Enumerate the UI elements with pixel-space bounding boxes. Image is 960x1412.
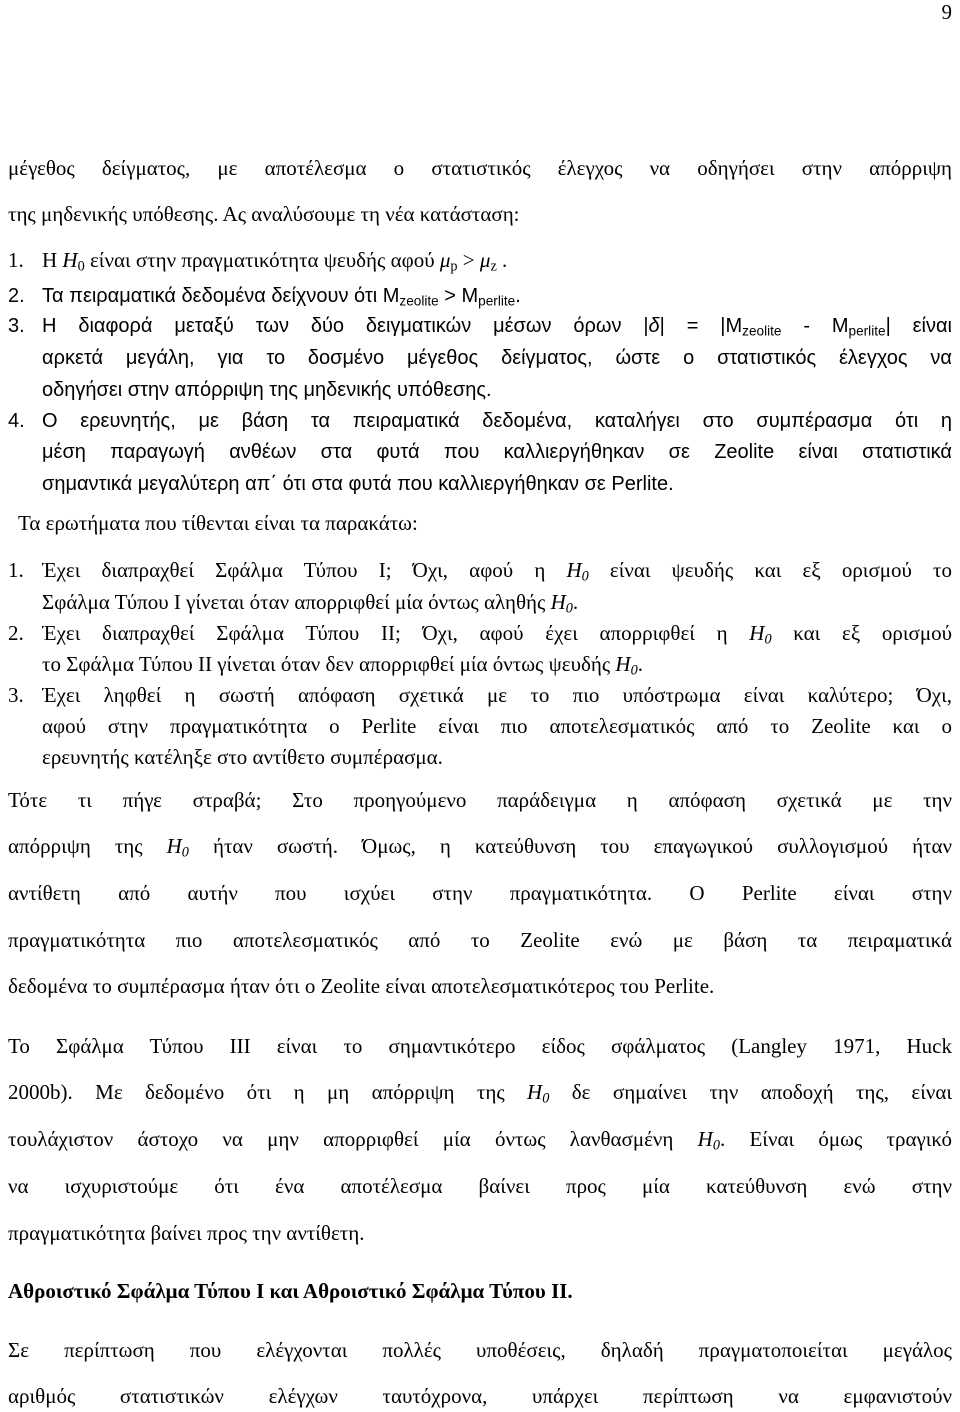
- list-item-number: 2.: [8, 285, 25, 307]
- subscript: zeolite: [742, 323, 782, 339]
- hypothesis-symbol: H: [527, 1080, 543, 1104]
- paragraph-line: της μηδενικής υπόθεσης. Ας αναλύσουμε τη νέα κατάσταση:: [8, 202, 520, 226]
- text-segment: .: [572, 590, 579, 614]
- text-segment: Τα πειραματικά δεδομένα δείχνουν ότι M: [42, 285, 400, 307]
- hypothesis-symbol: H: [615, 652, 631, 676]
- text-segment: Η: [42, 248, 63, 272]
- subscript: 0: [181, 844, 189, 860]
- list-item-line: [42, 588, 952, 616]
- paragraph-line: Το Σφάλμα Τύπου ΙΙΙ είναι το σημαντικότερο είδος σφάλματος (Langley 1971, Huck: [8, 1034, 952, 1058]
- list-item-number: 4.: [8, 410, 25, 432]
- text-segment: 2000b). Με δεδομένο ότι η μη απόρριψη της: [8, 1080, 528, 1104]
- subscript: 0: [630, 662, 638, 678]
- list-item-number: 3.: [8, 315, 25, 337]
- subscript: 0: [77, 258, 85, 274]
- paragraph-line: μέγεθος δείγματος, με αποτέλεσμα ο στατιστικός έλεγχος να οδηγήσει στην απόρριψη: [8, 156, 952, 180]
- paragraph-line: πραγματικότητα βαίνει προς την αντίθετη.: [8, 1221, 365, 1245]
- hypothesis-symbol: H: [550, 590, 566, 614]
- subscript: zeolite: [399, 293, 439, 309]
- text-segment: >: [457, 248, 480, 272]
- paragraph-line: [8, 1125, 952, 1153]
- text-segment: και εξ ορισμού: [771, 621, 952, 645]
- text-segment: το Σφάλμα Τύπου ΙΙ γίνεται όταν δεν απορριφθεί μία όντως ψευδής: [42, 652, 616, 676]
- text-segment: Σφάλμα Τύπου Ι γίνεται όταν απορριφθεί μία όντως αληθής: [42, 590, 551, 614]
- list-item-number: 2.: [8, 621, 24, 645]
- list-item-line: [42, 312, 952, 340]
- subscript: 0: [712, 1137, 720, 1153]
- text-segment: απόρριψη της: [8, 834, 167, 858]
- difference-symbol: δ: [648, 315, 660, 337]
- text-segment: | = |M: [659, 315, 743, 337]
- hypothesis-symbol: H: [166, 834, 182, 858]
- list-item-number: 1.: [8, 248, 24, 272]
- text-segment: Έχει διαπραχθεί Σφάλμα Τύπου ΙΙ; Όχι, αφού έχει απορριφθεί η: [42, 621, 750, 645]
- text-segment: Έχει διαπραχθεί Σφάλμα Τύπου Ι; Όχι, αφού η: [42, 558, 567, 582]
- text-segment: .: [515, 285, 521, 307]
- hypothesis-symbol: H: [566, 558, 582, 582]
- list-item-line: μέση παραγωγή ανθέων στα φυτά που καλλιεργήθηκαν σε Zeolite είναι στατιστικά: [42, 441, 952, 463]
- subscript: 0: [581, 568, 589, 584]
- paragraph-line: πραγματικότητα πιο αποτελεσματικός από το Zeolite ενώ με βάση τα πειραματικά: [8, 928, 952, 952]
- list-item-line: [42, 282, 952, 310]
- paragraph-line: [8, 1078, 952, 1106]
- mean-symbol: μ: [479, 248, 491, 272]
- text-segment: δε σημαίνει την αποδοχή της, είναι: [549, 1080, 952, 1104]
- paragraph-line: Τότε τι πήγε στραβά; Στο προηγούμενο παράδειγμα η απόφαση σχετικά με την: [8, 788, 952, 812]
- paragraph-line: αριθμός στατιστικών ελέγχων ταυτόχρονα, υπάρχει περίπτωση να εμφανιστούν: [8, 1384, 952, 1408]
- text-segment: τουλάχιστον άστοχο να μην απορριφθεί μία όντως λανθασμένη: [8, 1127, 698, 1151]
- subscript: p: [450, 258, 458, 274]
- text-segment: . Είναι όμως τραγικό: [719, 1127, 952, 1151]
- hypothesis-symbol: H: [697, 1127, 713, 1151]
- text-segment: ήταν σωστή. Όμως, η κατεύθυνση του επαγωγικού συλλογισμού ήταν: [188, 834, 952, 858]
- subscript: perlite: [478, 293, 516, 309]
- list-item-line: σημαντικά μεγαλύτερη απ΄ ότι στα φυτά που καλλιεργήθηκαν σε Perlite.: [42, 473, 674, 495]
- list-item-line: [42, 619, 952, 647]
- text-segment: Η διαφορά μεταξύ των δύο δειγματικών μέσων όρων |: [42, 315, 649, 337]
- text-segment: είναι στην πραγματικότητα ψευδής αφού: [84, 248, 440, 272]
- mean-symbol: μ: [439, 248, 451, 272]
- section-heading: Αθροιστικό Σφάλμα Τύπου Ι και Αθροιστικό Σφάλμα Τύπου ΙΙ.: [8, 1279, 573, 1303]
- list-item-line: ερευνητής κατέληξε στο αντίθετο συμπέρασμα.: [42, 745, 443, 769]
- subscript: 0: [764, 631, 772, 647]
- text-segment: - M: [781, 315, 849, 337]
- subscript: 0: [565, 600, 573, 616]
- paragraph-line: να ισχυριστούμε ότι ένα αποτέλεσμα βαίνει προς μία κατεύθυνση ενώ στην: [8, 1174, 952, 1198]
- text-segment: > M: [438, 285, 479, 307]
- text-segment: .: [637, 652, 643, 676]
- hypothesis-symbol: H: [749, 621, 765, 645]
- questions-intro: Τα ερωτήματα που τίθενται είναι τα παρακάτω:: [18, 511, 418, 535]
- subscript: perlite: [848, 323, 886, 339]
- list-item-line: αφού στην πραγματικότητα ο Perlite είναι πιο αποτελεσματικός από το Zeolite και ο: [42, 714, 952, 738]
- text-segment: .: [496, 248, 508, 272]
- list-item-line: [42, 650, 952, 678]
- list-item-line: οδηγήσει στην απόρριψη της μηδενικής υπόθεσης.: [42, 379, 492, 401]
- text-segment: είναι ψευδής και εξ ορισμού το: [588, 558, 952, 582]
- paragraph-line: δεδομένα το συμπέρασμα ήταν ότι ο Zeolite είναι αποτελεσματικότερος του Perlite.: [8, 974, 715, 998]
- list-item-line: [42, 556, 952, 584]
- paragraph-line: Σε περίπτωση που ελέγχονται πολλές υποθέσεις, δηλαδή πραγματοποιείται μεγάλος: [8, 1338, 952, 1362]
- list-item-line: Ο ερευνητής, με βάση τα πειραματικά δεδομένα, καταλήγει στο συμπέρασμα ότι η: [42, 410, 952, 432]
- hypothesis-symbol: H: [62, 248, 78, 272]
- list-item-number: 3.: [8, 683, 24, 707]
- list-item-line: Έχει ληφθεί η σωστή απόφαση σχετικά με το πιο υπόστρωμα είναι καλύτερο; Όχι,: [42, 683, 952, 707]
- paragraph-line: [8, 832, 952, 860]
- page-number: 9: [941, 0, 952, 24]
- list-item-line: [42, 246, 952, 274]
- subscript: 0: [542, 1090, 550, 1106]
- subscript: z: [490, 258, 497, 274]
- text-segment: | είναι: [885, 315, 952, 337]
- list-item-line: αρκετά μεγάλη, για το δοσμένο μέγεθος δείγματος, ώστε ο στατιστικός έλεγχος να: [42, 347, 952, 369]
- paragraph-line: αντίθετη από αυτήν που ισχύει στην πραγματικότητα. Ο Perlite είναι στην: [8, 881, 952, 905]
- list-item-number: 1.: [8, 558, 24, 582]
